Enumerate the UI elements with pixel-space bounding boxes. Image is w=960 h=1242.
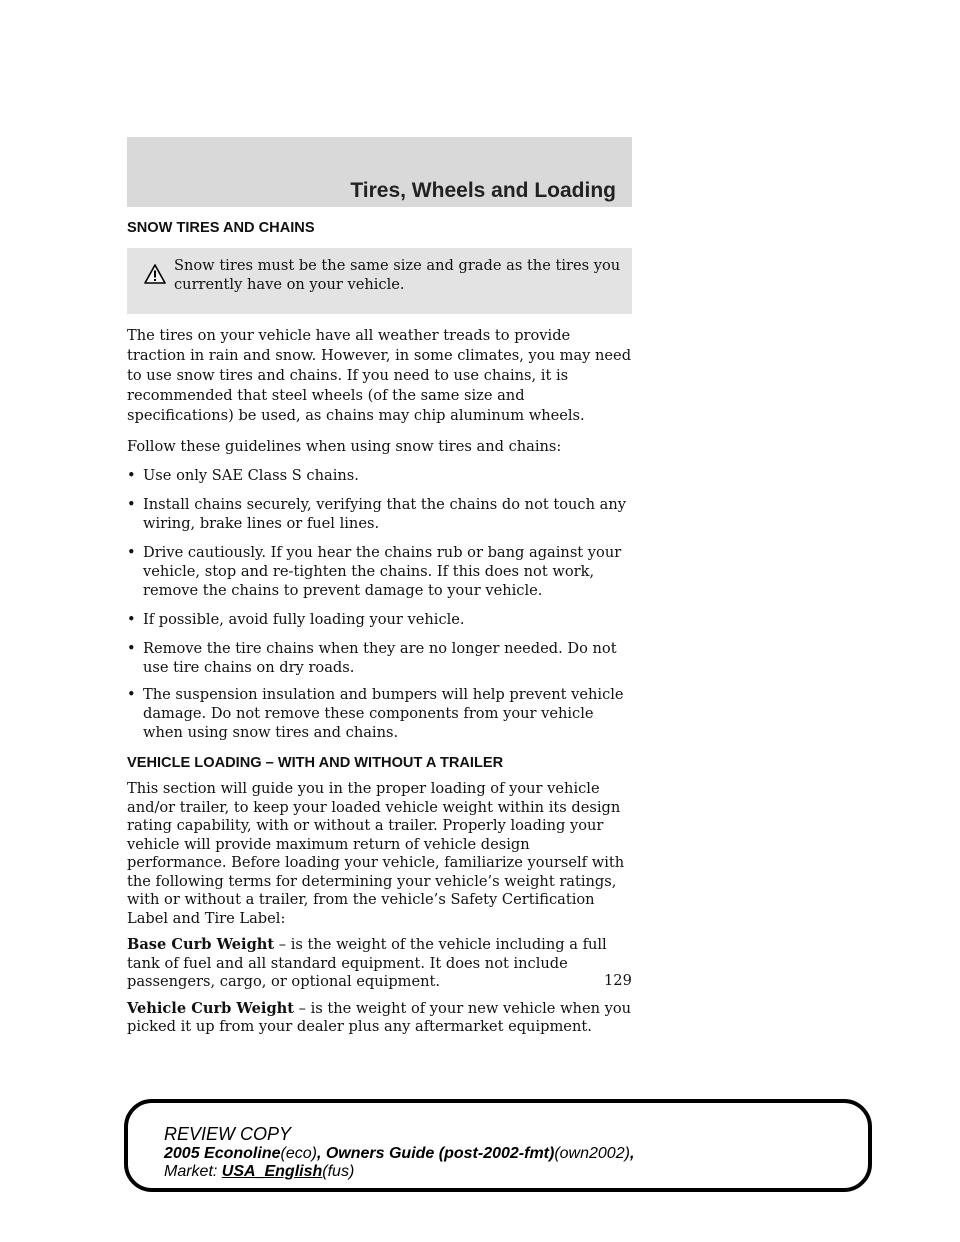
review-copy-text [164,1125,634,1181]
warning-triangle-icon [144,264,166,284]
heading-snow-tires: SNOW TIRES AND CHAINS [127,220,315,236]
review-market-code: (fus) [322,1163,355,1180]
heading-vehicle-loading: VEHICLE LOADING – WITH AND WITHOUT A TRAILER [127,755,504,771]
header-band [127,137,632,207]
review-guide-code: (own2002) [554,1145,630,1162]
definition-vehicle-curb-weight [127,1000,632,1037]
list-item: • If possible, avoid fully loading your vehicle. [127,610,632,629]
page-number: 129 [604,972,632,989]
review-model-code: (eco) [280,1145,317,1162]
paragraph-guidelines: Follow these guidelines when using snow tires and chains: [127,438,562,455]
paragraph-snow-intro: The tires on your vehicle have all weather treads to provide traction in rain and snow. However, in some climates, you may need to use snow tires and chains. If you need to use chains, it is recommended that steel wheels (of the same size and specifications) be used, as chains may chip aluminum wheels. [127,327,632,424]
term-vehicle-curb-weight: Vehicle Curb Weight [127,999,295,1017]
review-market: USA_English [221,1163,323,1180]
review-market-line [164,1163,634,1181]
review-model: 2005 Econoline [164,1145,281,1162]
warning-box [127,248,632,314]
review-guide: , Owners Guide (post-2002-fmt) [316,1145,555,1162]
warning-text: Snow tires must be the same size and grade as the tires you currently have on your vehicle. [174,257,621,293]
list-item: • Remove the tire chains when they are no longer needed. Do not use tire chains on dry roads. [127,639,632,677]
paragraph-loading-intro: This section will guide you in the proper loading of your vehicle and/or trailer, to keep your loaded vehicle weight within its design rating capability, with or without a trailer. Properly loading your vehicle will provide maximum return of vehicle design performance. Before loading your vehicle, familiarize yourself with the following terms for determining your vehicle’s weight ratings, with or without a trailer, from the vehicle’s Safety Certification Label and Tire Label: [127,780,625,927]
page-content [127,220,632,1045]
review-comma: , [629,1145,635,1162]
review-copy-label: REVIEW COPY [164,1124,292,1144]
section-title: Tires, Wheels and Loading [350,179,616,202]
list-item: • Install chains securely, verifying that the chains do not touch any wiring, brake lines or fuel lines. [127,495,632,533]
definition-base-curb-weight [127,936,632,992]
review-model-line [164,1145,634,1163]
definition-text: – is the weight of your new vehicle when you picked it up from your dealer plus any aftermarket equipment. [127,999,632,1035]
list-item: • Drive cautiously. If you hear the chains rub or bang against your vehicle, stop and re-tighten the chains. If this does not work, remove the chains to prevent damage to your vehicle. [127,543,632,600]
term-base-curb-weight: Base Curb Weight [127,936,275,953]
review-copy-box [124,1099,872,1192]
guidelines-list [127,466,632,742]
list-item: • The suspension insulation and bumpers will help prevent vehicle damage. Do not remove these components from your vehicle when using snow tires and chains. [127,685,632,742]
review-market-label: Market: [164,1163,218,1180]
definition-text: – is the weight of the vehicle including a full tank of fuel and all standard equipment. It does not include passengers, cargo, or optional equipment. [127,936,607,990]
list-item: • Use only SAE Class S chains. [127,466,632,485]
